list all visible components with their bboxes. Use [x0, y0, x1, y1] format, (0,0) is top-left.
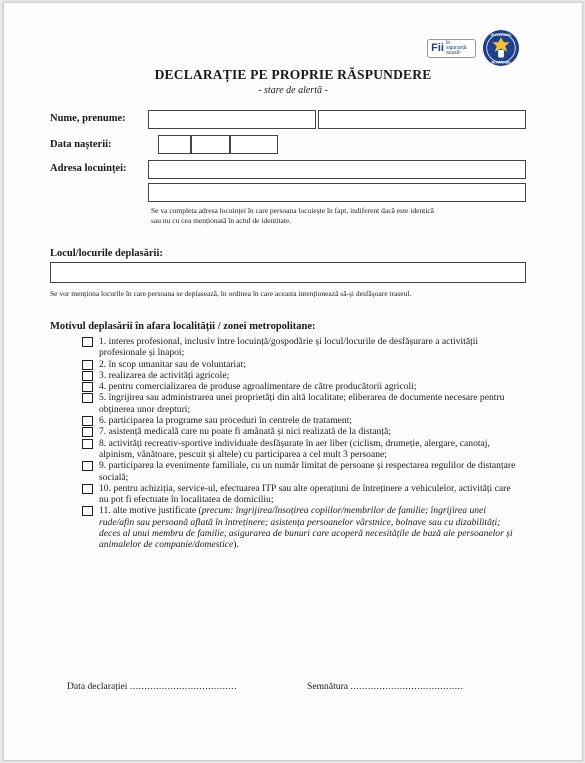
government-seal-icon: [482, 29, 520, 67]
declaration-date-label: Data declarației: [67, 681, 128, 692]
reason-1-text: 1. interes profesional, inclusiv între locuință/gospodărie și locul/locurile de desfășurare a activității profesionale și înapoi;: [99, 336, 479, 359]
reason-10-text: 10. pentru achiziția, service-ul, efectuarea ITP sau alte operațiuni de întreținere a vehiculelor, activități care nu pot fi efectuate în localitatea de domiciliu;: [99, 482, 511, 506]
reason-item-11: [82, 505, 522, 550]
document-subtitle: - stare de alertă -: [258, 85, 328, 96]
signature-label: Semnătura: [307, 681, 349, 692]
reason-2-checkbox[interactable]: [82, 360, 93, 370]
header-logos: [427, 29, 520, 67]
reason-4-text: 4. pentru comercializarea de produse agroalimentare de către producătorii agricoli;: [99, 381, 417, 393]
declaration-page: [3, 2, 583, 761]
reason-5-text: 5. îngrijirea sau administrarea unei proprietăți din altă localitate; eliberarea de documente necesare pentru obținerea unor drepturi;: [99, 392, 505, 415]
reason-8-text: 8. activități recreativ-sportive individuale desfășurate în aer liber (ciclism, drumeție, alergare, canotaj, alpinism, vânătoare, pescuit și altele) cu participarea a cel mult 3 persoane;: [99, 437, 490, 460]
address-field-line-1[interactable]: [148, 160, 526, 179]
signature-row: [307, 681, 463, 692]
reason-4-checkbox[interactable]: [82, 382, 93, 392]
reason-3-text: 3. realizarea de activități agricole;: [99, 369, 230, 381]
reason-item-2: [82, 359, 522, 370]
last-name-field[interactable]: [148, 110, 316, 129]
reason-3-checkbox[interactable]: [82, 371, 93, 381]
seal-top-text: GUVERNUL: [490, 33, 512, 38]
reason-6-text: 6. participarea la programe sau proceduri în centrele de tratament;: [99, 415, 353, 427]
address-field-line-2[interactable]: [148, 183, 526, 202]
seal-bottom-text: ROMÂNIEI: [491, 60, 511, 65]
reason-item-7: [82, 426, 522, 437]
first-name-field[interactable]: [318, 110, 526, 129]
reason-11-examples: precum: îngrijirea/însoțirea copiilor/membrilor de familie; îngrijirea unei rude/afin sau persoană aflată în întreținere; asistența persoanelor vârstnice, bolnave sau cu dizabilități; deces al unui membru de familie, asigurarea de bunuri care acoperă necesitățile de bază ale persoanelor și animalelor de companie/domestice: [99, 505, 513, 551]
dob-label: Data nașterii:: [50, 139, 112, 150]
logo-tagline: în siguranță acasă!: [446, 39, 467, 56]
address-note-line-1: Se va completa adresa locuinței în care persoana locuiește în fapt, indiferent dacă este identică: [151, 206, 434, 215]
reason-10-checkbox[interactable]: [82, 484, 93, 494]
reason-11-prefix: 11. alte motive justificate (: [99, 505, 202, 517]
reason-7-text: 7. asistență medicală care nu poate fi amânată și nici realizată de la distanță;: [99, 426, 391, 438]
reason-item-5: [82, 392, 522, 415]
logo-word: Fii: [431, 42, 444, 54]
fii-in-siguranta-logo: [427, 39, 476, 58]
dob-day-field[interactable]: [158, 135, 191, 154]
reason-item-4: [82, 381, 522, 392]
reason-11-suffix: ).: [233, 539, 239, 551]
reasons-list: [82, 336, 522, 551]
reason-2-text: 2. în scop umanitar sau de voluntariat;: [99, 358, 246, 370]
reason-11-checkbox[interactable]: [82, 506, 93, 516]
reason-1-checkbox[interactable]: [82, 337, 93, 347]
reason-item-6: [82, 415, 522, 426]
name-label: Nume, prenume:: [50, 113, 126, 124]
location-note: Se vor menționa locurile în care persoana se deplasează, în ordinea în care aceasta intenționează să-și desfășoare traseul.: [50, 289, 412, 298]
reason-item-8: [82, 438, 522, 461]
reason-item-10: [82, 483, 522, 506]
reason-6-checkbox[interactable]: [82, 416, 93, 426]
reason-9-text: 9. participarea la evenimente familiale, cu un număr limitat de persoane și respectarea regulilor de distanțare socială;: [99, 460, 516, 483]
location-label: Locul/locurile deplasării:: [50, 248, 163, 259]
reasons-heading: Motivul deplasării în afara localității / zonei metropolitane:: [50, 321, 316, 332]
declaration-date-field[interactable]: .....................................: [129, 681, 238, 692]
dob-month-field[interactable]: [191, 135, 230, 154]
reason-9-checkbox[interactable]: [82, 461, 93, 471]
address-note: [151, 206, 531, 226]
signature-field[interactable]: .......................................: [350, 681, 464, 692]
location-field[interactable]: [50, 262, 526, 283]
reason-item-1: [82, 336, 522, 359]
dob-year-field[interactable]: [230, 135, 278, 154]
reason-item-3: [82, 370, 522, 381]
document-title: DECLARAȚIE PE PROPRIE RĂSPUNDERE: [154, 67, 432, 82]
reason-item-9: [82, 460, 522, 483]
address-note-line-2: sau nu cu cea menționată în actul de identitate.: [151, 216, 292, 225]
reason-7-checkbox[interactable]: [82, 427, 93, 437]
address-label: Adresa locuinței:: [50, 163, 127, 174]
reason-5-checkbox[interactable]: [82, 393, 93, 403]
reason-8-checkbox[interactable]: [82, 439, 93, 449]
date-signature-row: [67, 681, 237, 692]
